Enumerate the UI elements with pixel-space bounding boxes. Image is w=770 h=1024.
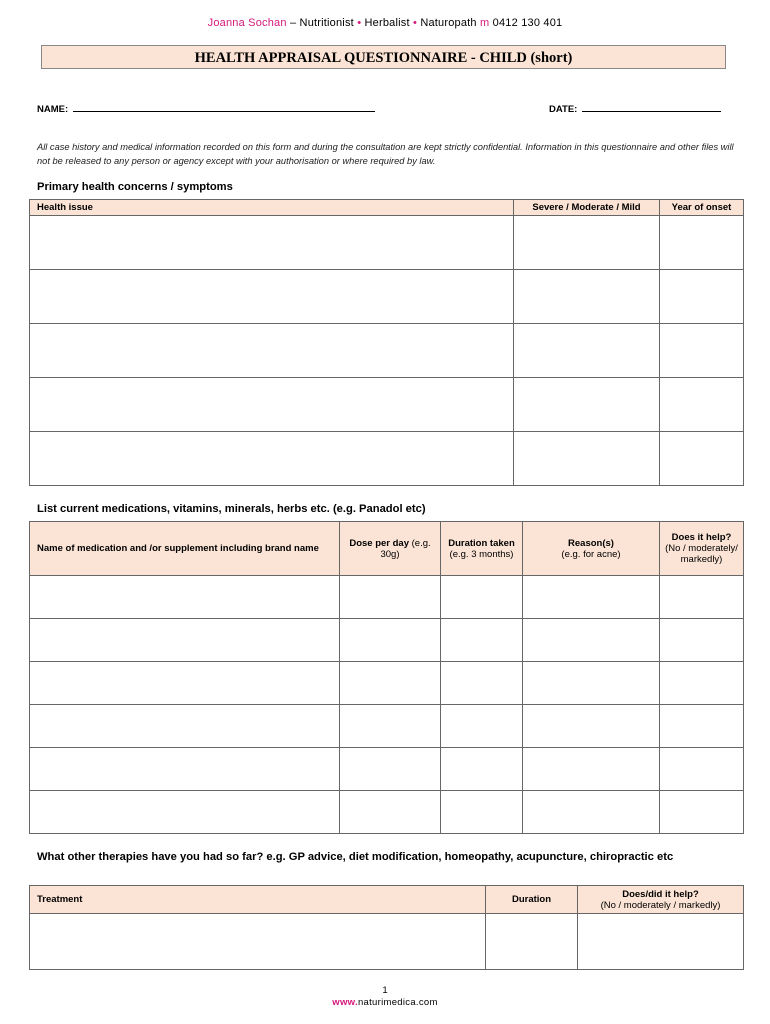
- cell[interactable]: [514, 216, 660, 270]
- role-nutritionist: Nutritionist: [299, 17, 354, 29]
- bullet: •: [357, 17, 362, 29]
- cell[interactable]: [660, 378, 744, 432]
- cell[interactable]: [30, 705, 340, 748]
- cell[interactable]: [523, 791, 660, 834]
- col-reason: [523, 522, 660, 576]
- cell[interactable]: [30, 619, 340, 662]
- cell[interactable]: [660, 432, 744, 486]
- cell[interactable]: [340, 576, 441, 619]
- col-does-it-help: [660, 522, 744, 576]
- medications-heading: List current medications, vitamins, minerals, herbs etc. (e.g. Panadol etc): [37, 503, 426, 515]
- col-duration: [441, 522, 523, 576]
- col-did-it-help: [578, 886, 744, 914]
- website-prefix: www.: [332, 997, 358, 1008]
- table-row[interactable]: [30, 914, 744, 970]
- cell[interactable]: [441, 619, 523, 662]
- cell[interactable]: [441, 662, 523, 705]
- cell[interactable]: [340, 748, 441, 791]
- cell[interactable]: [30, 378, 514, 432]
- cell[interactable]: [441, 791, 523, 834]
- table-row[interactable]: [30, 324, 744, 378]
- col-treatment: Treatment: [30, 886, 486, 914]
- col-duration: Duration: [486, 886, 578, 914]
- cell[interactable]: [578, 914, 744, 970]
- concerns-table: [29, 199, 744, 486]
- cell[interactable]: [30, 914, 486, 970]
- cell[interactable]: [441, 705, 523, 748]
- table-row[interactable]: [30, 662, 744, 705]
- cell[interactable]: [441, 748, 523, 791]
- table-row[interactable]: [30, 748, 744, 791]
- table-row[interactable]: [30, 270, 744, 324]
- date-label: DATE:: [549, 104, 578, 115]
- cell[interactable]: [660, 324, 744, 378]
- cell[interactable]: [340, 662, 441, 705]
- cell[interactable]: [30, 216, 514, 270]
- cell[interactable]: [514, 270, 660, 324]
- letterhead: [0, 17, 770, 29]
- table-row[interactable]: [30, 378, 744, 432]
- cell[interactable]: [514, 432, 660, 486]
- therapies-table: [29, 885, 744, 970]
- cell[interactable]: [523, 748, 660, 791]
- cell[interactable]: [523, 705, 660, 748]
- website-domain: naturimedica.com: [357, 997, 438, 1008]
- duration-example: (e.g. 3 months): [449, 548, 514, 560]
- table-row[interactable]: [30, 576, 744, 619]
- cell[interactable]: [340, 705, 441, 748]
- cell[interactable]: [660, 270, 744, 324]
- cell[interactable]: [660, 748, 744, 791]
- cell[interactable]: [340, 791, 441, 834]
- cell[interactable]: [30, 791, 340, 834]
- name-label: NAME:: [37, 104, 69, 115]
- table-row[interactable]: [30, 432, 744, 486]
- help-label: Does it help?: [671, 532, 732, 543]
- practitioner-name: Joanna Sochan: [207, 17, 287, 29]
- cell[interactable]: [441, 576, 523, 619]
- cell[interactable]: [660, 619, 744, 662]
- name-field[interactable]: [37, 99, 375, 117]
- help-options: (No / moderately/ markedly): [665, 543, 738, 565]
- cell[interactable]: [30, 748, 340, 791]
- cell[interactable]: [660, 662, 744, 705]
- cell[interactable]: [523, 662, 660, 705]
- form-title: HEALTH APPRAISAL QUESTIONNAIRE - CHILD (short): [41, 45, 726, 69]
- confidentiality-notice: All case history and medical information recorded on this form and during the consultation are kept strictly confidential. Information in this questionnaire and other files will not be released to any person or agency except with your authorisation or where required by law.: [37, 142, 734, 166]
- role-herbalist: Herbalist: [364, 17, 410, 29]
- col-medication-name: Name of medication and /or supplement including brand name: [30, 522, 340, 576]
- table-row[interactable]: [30, 619, 744, 662]
- therapies-heading: What other therapies have you had so far? e.g. GP advice, diet modification, homeopathy, acupuncture, chiropractic etc: [37, 851, 674, 863]
- cell[interactable]: [523, 619, 660, 662]
- date-field[interactable]: [549, 99, 721, 117]
- medications-table: [29, 521, 744, 834]
- help-label: Does/did it help?: [622, 888, 699, 900]
- cell[interactable]: [660, 705, 744, 748]
- page-number: 1: [382, 985, 388, 996]
- cell[interactable]: [30, 432, 514, 486]
- cell[interactable]: [340, 619, 441, 662]
- role-naturopath: Naturopath: [420, 17, 477, 29]
- table-row[interactable]: [30, 791, 744, 834]
- website[interactable]: [0, 997, 770, 1008]
- bullet: •: [413, 17, 418, 29]
- table-row[interactable]: [30, 705, 744, 748]
- col-year-onset: Year of onset: [660, 200, 744, 216]
- col-health-issue: Health issue: [30, 200, 514, 216]
- dash: –: [289, 17, 297, 29]
- cell[interactable]: [30, 576, 340, 619]
- help-options: (No / moderately / markedly): [600, 899, 721, 911]
- duration-label: Duration taken: [448, 537, 515, 549]
- date-line[interactable]: [582, 101, 721, 112]
- concerns-heading: Primary health concerns / symptoms: [37, 181, 233, 193]
- dose-example: (e.g. 30g): [380, 537, 431, 560]
- mobile-label: m: [480, 17, 490, 29]
- cell[interactable]: [660, 791, 744, 834]
- reason-label: Reason(s): [568, 537, 614, 549]
- cell[interactable]: [30, 662, 340, 705]
- cell[interactable]: [514, 324, 660, 378]
- cell[interactable]: [523, 576, 660, 619]
- col-severity: Severe / Moderate / Mild: [514, 200, 660, 216]
- name-line[interactable]: [73, 101, 375, 112]
- cell[interactable]: [30, 324, 514, 378]
- table-row[interactable]: [30, 216, 744, 270]
- phone-number: 0412 130 401: [492, 17, 563, 29]
- cell[interactable]: [514, 378, 660, 432]
- dose-label: Dose per day: [349, 537, 409, 549]
- reason-example: (e.g. for acne): [561, 548, 621, 560]
- col-dose: [340, 522, 441, 576]
- cell[interactable]: [660, 576, 744, 619]
- cell[interactable]: [30, 270, 514, 324]
- cell[interactable]: [660, 216, 744, 270]
- cell[interactable]: [486, 914, 578, 970]
